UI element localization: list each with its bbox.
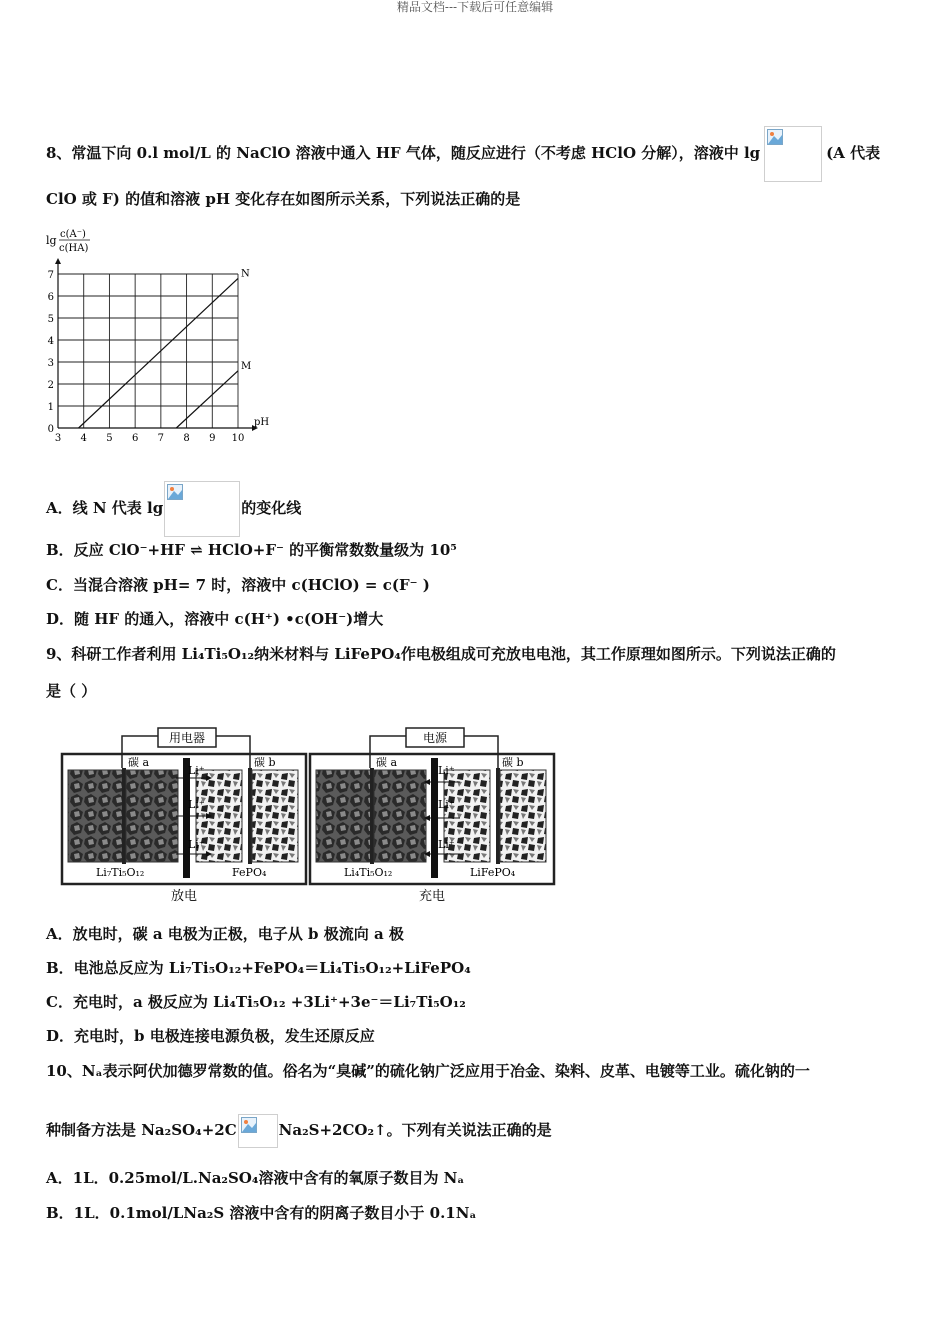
left-electrode-label: Li₄Ti₅O₁₂	[344, 866, 393, 879]
q8-option-a-tail: 的变化线	[241, 499, 302, 517]
right-electrode-label: FePO₄	[232, 866, 267, 879]
formula-image-placeholder	[764, 126, 822, 182]
li-ion-label: Li⁺	[438, 798, 455, 811]
power-source-label: 电源	[422, 731, 448, 745]
formula-image-placeholder	[238, 1114, 278, 1148]
x-tick-label: 8	[183, 433, 190, 444]
carbon-a-label: 碳 a	[128, 756, 150, 769]
x-tick-label: 4	[80, 433, 87, 444]
x-tick-label: 7	[157, 433, 165, 444]
x-tick-label: 10	[231, 433, 245, 444]
q9-option-c: C．充电时，a 极反应为 Li₄Ti₅O₁₂ +3Li⁺+3e⁻＝Li₇Ti₅O₁₂	[46, 993, 466, 1011]
discharge-cell	[62, 728, 306, 904]
q9-option-a: A．放电时，碳 a 电极为正极，电子从 b 极流向 a 极	[46, 925, 404, 943]
left-electrode-label: Li₇Ti₅O₁₂	[96, 866, 145, 879]
charge-cell	[310, 728, 554, 904]
y-tick-label: 5	[47, 314, 54, 325]
series-label-M: M	[241, 360, 252, 372]
q10-option-a: A．1L．0.25mol/L.Na₂SO₄溶液中含有的氧原子数目为 Nₐ	[46, 1169, 465, 1187]
y-axis-arrow-icon	[55, 258, 61, 264]
carbon-b-label: 碳 b	[502, 756, 524, 769]
y-tick-label: 1	[47, 402, 54, 413]
carbon-b-label: 碳 b	[254, 756, 276, 769]
q8-line1-tail: (A 代表	[826, 144, 881, 162]
q9-line1: 9、科研工作者利用 Li₄Ti₅O₁₂纳米材料与 LiFePO₄作电极组成可充放电电池，其工作原理如图所示。下列说法正确的	[46, 645, 836, 663]
q10-line2-tail: Na₂S+2CO₂↑。下列有关说法正确的是	[278, 1121, 552, 1139]
x-tick-label: 5	[106, 433, 113, 444]
q9-line2: 是（ ）	[46, 682, 97, 700]
y-tick-label: 4	[47, 336, 54, 347]
y-axis-denominator: c(HA)	[59, 243, 89, 254]
li-ion-label: Li⁺	[188, 764, 205, 777]
lg-ratio-ph-chart	[44, 226, 284, 446]
q9-option-b: B．电池总反应为 Li₇Ti₅O₁₂+FePO₄＝Li₄Ti₅O₁₂+LiFePO₄	[46, 959, 471, 977]
x-axis-label: pH	[254, 417, 270, 428]
formula-image-placeholder	[164, 481, 240, 537]
chart-grid	[58, 274, 238, 428]
battery-diagram	[56, 724, 562, 906]
q8-option-a	[46, 481, 301, 537]
q10-line1: 10、Nₐ表示阿伏加德罗常数的值。俗名为“臭碱”的硫化钠广泛应用于冶金、染料、皮革、电镀等工业。硫化钠的一	[46, 1062, 810, 1080]
q8-line1	[46, 126, 880, 182]
y-tick-label: 6	[47, 292, 54, 303]
chart-series	[79, 268, 252, 428]
q8-option-a-text: A．线 N 代表 lg	[46, 499, 164, 517]
q8-option-d: D．随 HF 的通入，溶液中 c(H⁺) •c(OH⁻)增大	[46, 610, 384, 628]
broken-image-icon	[767, 129, 783, 145]
carbon-a-label: 碳 a	[376, 756, 398, 769]
chart-axes	[48, 258, 270, 444]
page-header: 精品文档---下载后可任意编辑	[396, 0, 554, 14]
y-tick-label: 3	[47, 358, 54, 369]
x-tick-label: 3	[54, 433, 62, 444]
li-ion-label: Li⁺	[438, 838, 455, 851]
x-tick-label: 9	[209, 433, 216, 444]
y-tick-label: 0	[47, 424, 54, 435]
y-tick-label: 7	[47, 270, 54, 281]
q10-option-b: B．1L．0.1mol/LNa₂S 溶液中含有的阴离子数目小于 0.1Nₐ	[46, 1204, 477, 1222]
li-ion-label: Li⁺	[188, 798, 205, 811]
q8-option-b: B．反应 ClO⁻+HF ⇌ HClO+F⁻ 的平衡常数数量级为 10⁵	[46, 541, 457, 559]
y-axis-lg: lg	[46, 234, 57, 247]
broken-image-icon	[241, 1117, 257, 1133]
discharge-caption: 放电	[170, 889, 198, 904]
q10-line2-text: 种制备方法是 Na₂SO₄+2C	[46, 1121, 237, 1139]
q9-option-d: D．充电时，b 电极连接电源负极，发生还原反应	[46, 1027, 375, 1045]
load-label: 用电器	[168, 731, 206, 745]
q8-option-c: C．当混合溶液 pH= 7 时，溶液中 c(HClO) = c(F⁻ )	[46, 576, 430, 594]
right-electrode-label: LiFePO₄	[470, 866, 516, 879]
x-tick-label: 6	[131, 433, 139, 444]
series-label-N: N	[241, 268, 250, 280]
charge-caption: 充电	[418, 889, 446, 904]
y-tick-label: 2	[47, 380, 54, 391]
series-line-M	[176, 371, 238, 428]
li-ion-label: Li⁺	[438, 764, 455, 777]
q10-line2	[46, 1114, 552, 1148]
li-ion-label: Li⁺	[188, 838, 205, 851]
q8-line1-text: 8、常温下向 0.l mol/L 的 NaClO 溶液中通入 HF 气体，随反应进行（不考虑 HClO 分解），溶液中 lg	[46, 144, 761, 162]
broken-image-icon	[167, 484, 183, 500]
q8-line2: ClO 或 F) 的值和溶液 pH 变化存在如图所示关系，下列说法正确的是	[46, 190, 521, 208]
y-axis-numerator: c(A⁻)	[60, 229, 86, 240]
